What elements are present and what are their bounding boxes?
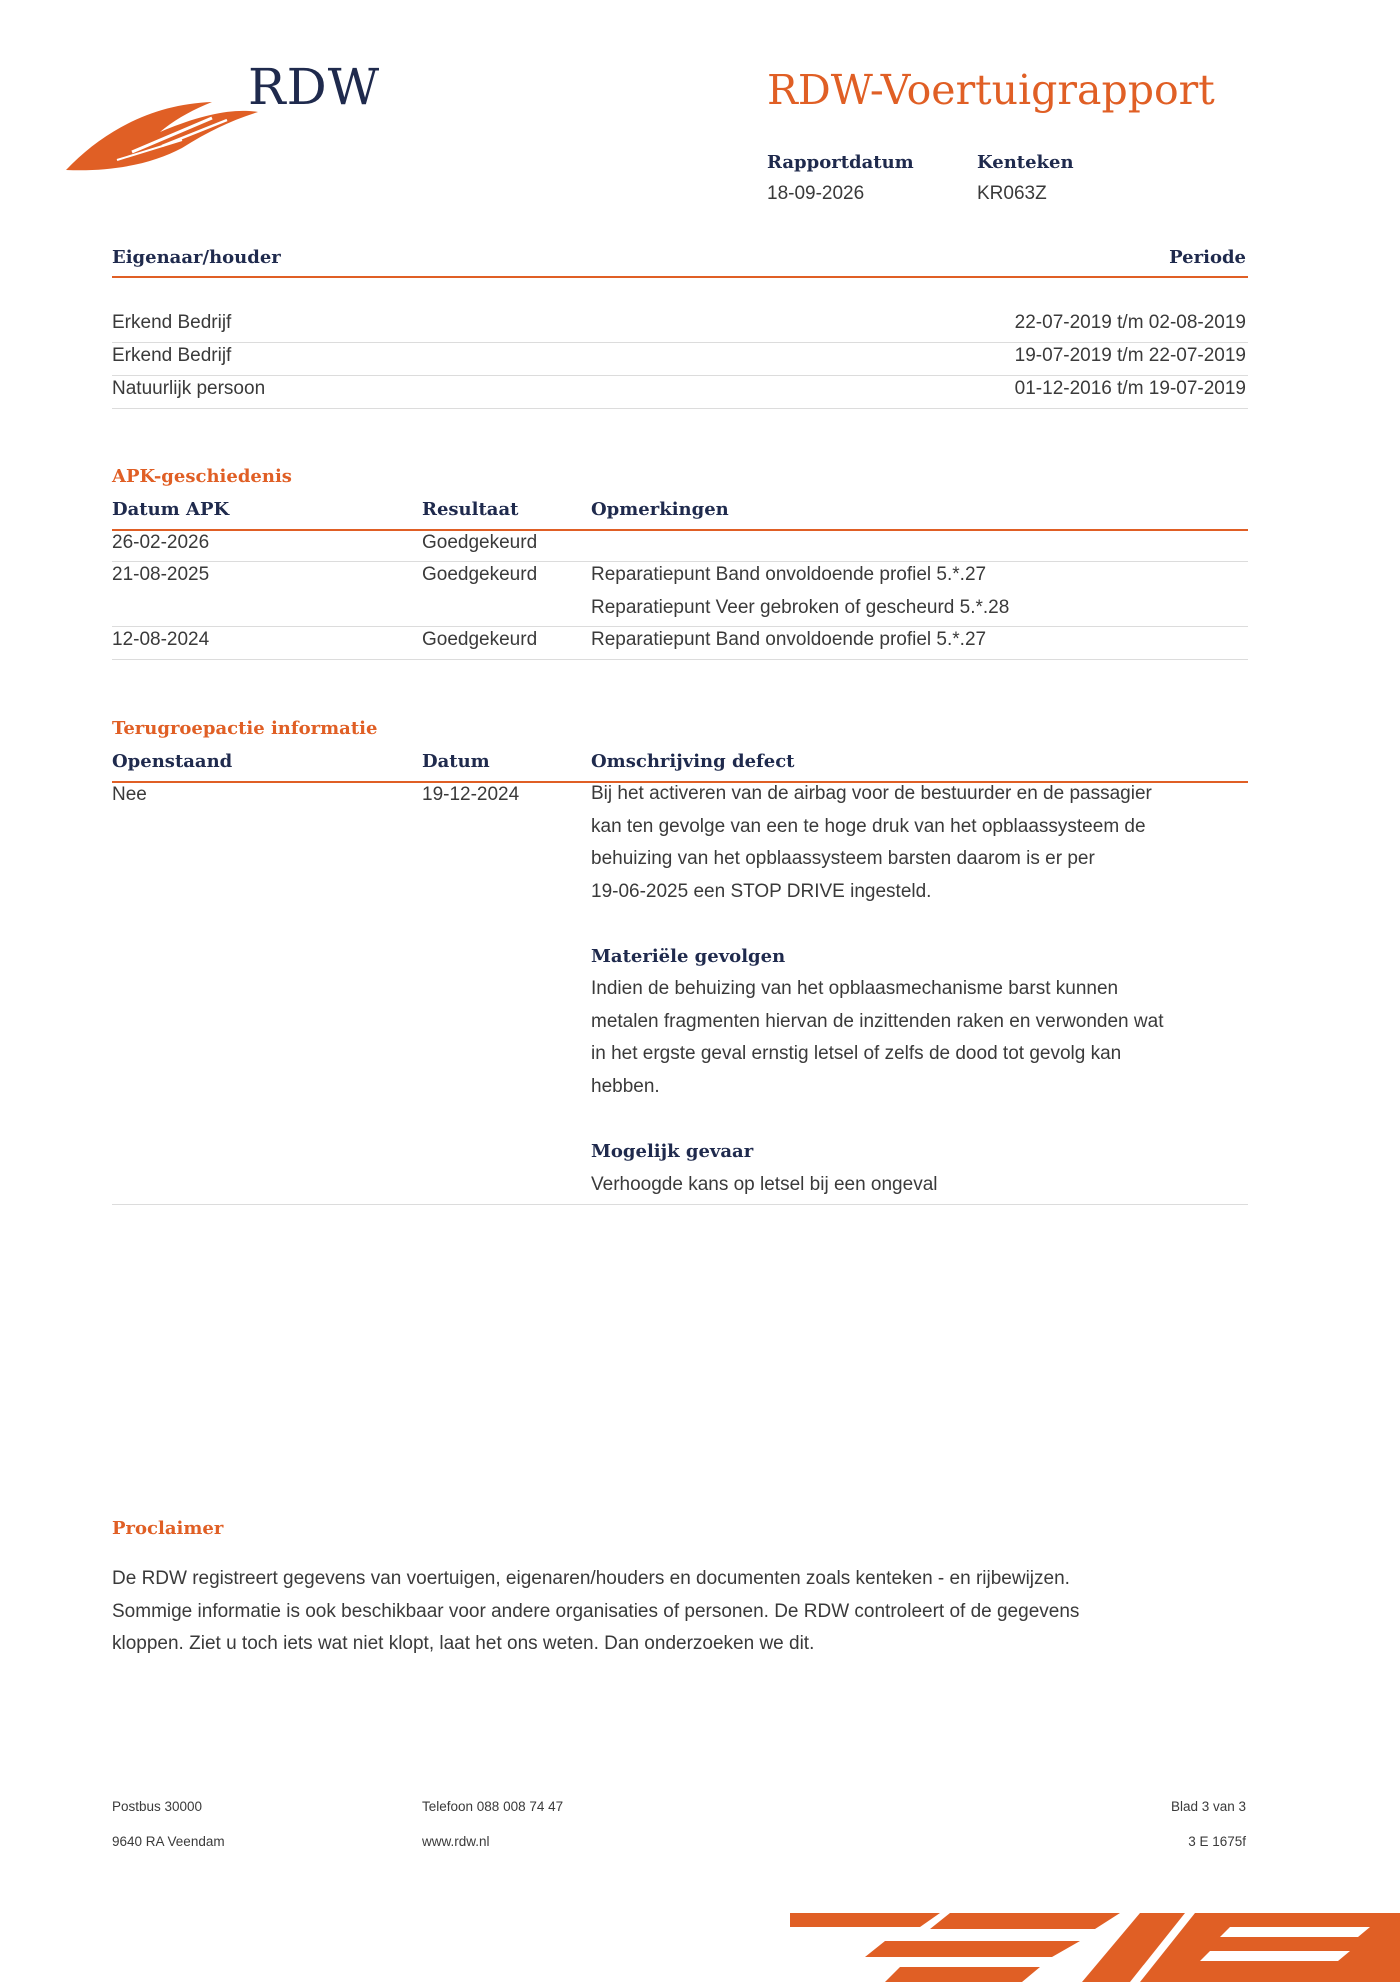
footer-document-code: 3 E 1675f — [1188, 1834, 1246, 1849]
plate-label: Kenteken — [977, 152, 1074, 173]
proclaimer-title: Proclaimer — [112, 1518, 224, 1539]
apk-result-cell: Goedgekeurd — [422, 564, 538, 585]
recall-date-header: Datum — [422, 751, 490, 772]
recall-description-line: kan ten gevolge van een te hoge druk van het opblaassysteem de — [591, 815, 1146, 837]
footer-postbus: Postbus 30000 — [112, 1799, 203, 1814]
material-consequences-line: hebben. — [591, 1075, 660, 1097]
recall-date-cell: 19-12-2024 — [422, 784, 520, 805]
report-title: RDW-Voertuigrapport — [767, 66, 1215, 114]
proclaimer-text — [112, 1563, 1252, 1661]
footer-city: 9640 RA Veendam — [112, 1834, 225, 1849]
recall-description-line: behuizing van het opblaassysteem barsten daarom is er per — [591, 848, 1095, 869]
owner-cell: Erkend Bedrijf — [112, 312, 232, 333]
apk-result-header: Resultaat — [422, 499, 519, 520]
apk-result-cell: Goedgekeurd — [422, 629, 538, 650]
apk-date-header: Datum APK — [112, 499, 230, 520]
material-consequences-title: Materiële gevolgen — [591, 946, 786, 967]
logo-text: RDW — [248, 58, 381, 116]
recall-desc-header: Omschrijving defect — [591, 751, 795, 772]
footer-website-link[interactable]: www.rdw.nl — [422, 1834, 490, 1849]
apk-remarks-cell: Reparatiepunt Veer gebroken of gescheurd 5.*.28 — [591, 597, 1010, 618]
row-divider — [112, 626, 1248, 627]
recall-open-cell: Nee — [112, 784, 147, 805]
apk-remarks-cell: Reparatiepunt Band onvoldoende profiel 5.*.27 — [591, 564, 987, 585]
row-divider — [112, 1204, 1248, 1205]
material-consequences-line: Indien de behuizing van het opblaasmechanisme barst kunnen — [591, 978, 1119, 999]
material-consequences-text — [591, 973, 1241, 1103]
row-divider — [112, 342, 1248, 343]
apk-result-cell: Goedgekeurd — [422, 532, 538, 553]
proclaimer-line: kloppen. Ziet u toch iets wat niet klopt, laat het ons weten. Dan onderzoeken we dit. — [112, 1633, 815, 1654]
owners-header-divider — [112, 276, 1248, 278]
apk-header-divider — [112, 529, 1248, 531]
proclaimer-line: Sommige informatie is ook beschikbaar voor andere organisaties of personen. De RDW controleert of de gegevens — [112, 1600, 1080, 1622]
material-consequences-line: in het ergste geval ernstig letsel of zelfs de dood tot gevolg kan — [591, 1043, 1122, 1064]
row-divider — [112, 561, 1248, 562]
period-column-header: Periode — [1169, 247, 1246, 268]
recall-description-line: Bij het activeren van de airbag voor de bestuurder en de passagier — [591, 783, 1152, 804]
apk-remarks-header: Opmerkingen — [591, 499, 729, 520]
recall-description-line: 19-06-2025 een STOP DRIVE ingesteld. — [591, 880, 932, 902]
apk-section-title: APK-geschiedenis — [112, 466, 292, 487]
owner-column-header: Eigenaar/houder — [112, 247, 281, 268]
recall-description — [591, 778, 1241, 908]
period-cell: 01-12-2016 t/m 19-07-2019 — [1014, 378, 1246, 399]
footer-page-number: Blad 3 van 3 — [1170, 1799, 1246, 1814]
recall-open-header: Openstaand — [112, 751, 233, 772]
row-divider — [112, 408, 1248, 409]
period-cell: 22-07-2019 t/m 02-08-2019 — [1014, 312, 1246, 333]
apk-date-cell: 21-08-2025 — [112, 564, 210, 585]
owner-cell: Natuurlijk persoon — [112, 378, 266, 399]
owner-cell: Erkend Bedrijf — [112, 345, 232, 366]
row-divider — [112, 375, 1248, 376]
period-cell: 19-07-2019 t/m 22-07-2019 — [1014, 345, 1246, 366]
plate-value: KR063Z — [977, 183, 1047, 204]
apk-date-cell: 12-08-2024 — [112, 629, 210, 650]
report-date-label: Rapportdatum — [767, 152, 914, 173]
footer-phone: Telefoon 088 008 74 47 — [422, 1799, 564, 1814]
row-divider — [112, 659, 1248, 660]
decorative-stripes-icon — [790, 1905, 1400, 1982]
proclaimer-line: De RDW registreert gegevens van voertuigen, eigenaren/houders en documenten zoals kenteken - en rijbewijzen. — [112, 1568, 1070, 1589]
recall-section-title: Terugroepactie informatie — [112, 718, 378, 739]
apk-date-cell: 26-02-2026 — [112, 532, 210, 553]
possible-danger-title: Mogelijk gevaar — [591, 1141, 754, 1162]
report-date-value: 18-09-2026 — [767, 183, 865, 204]
apk-remarks-cell: Reparatiepunt Band onvoldoende profiel 5.*.27 — [591, 629, 987, 650]
possible-danger-text: Verhoogde kans op letsel bij een ongeval — [591, 1174, 938, 1195]
material-consequences-line: metalen fragmenten hiervan de inzittenden raken en verwonden wat — [591, 1010, 1164, 1032]
